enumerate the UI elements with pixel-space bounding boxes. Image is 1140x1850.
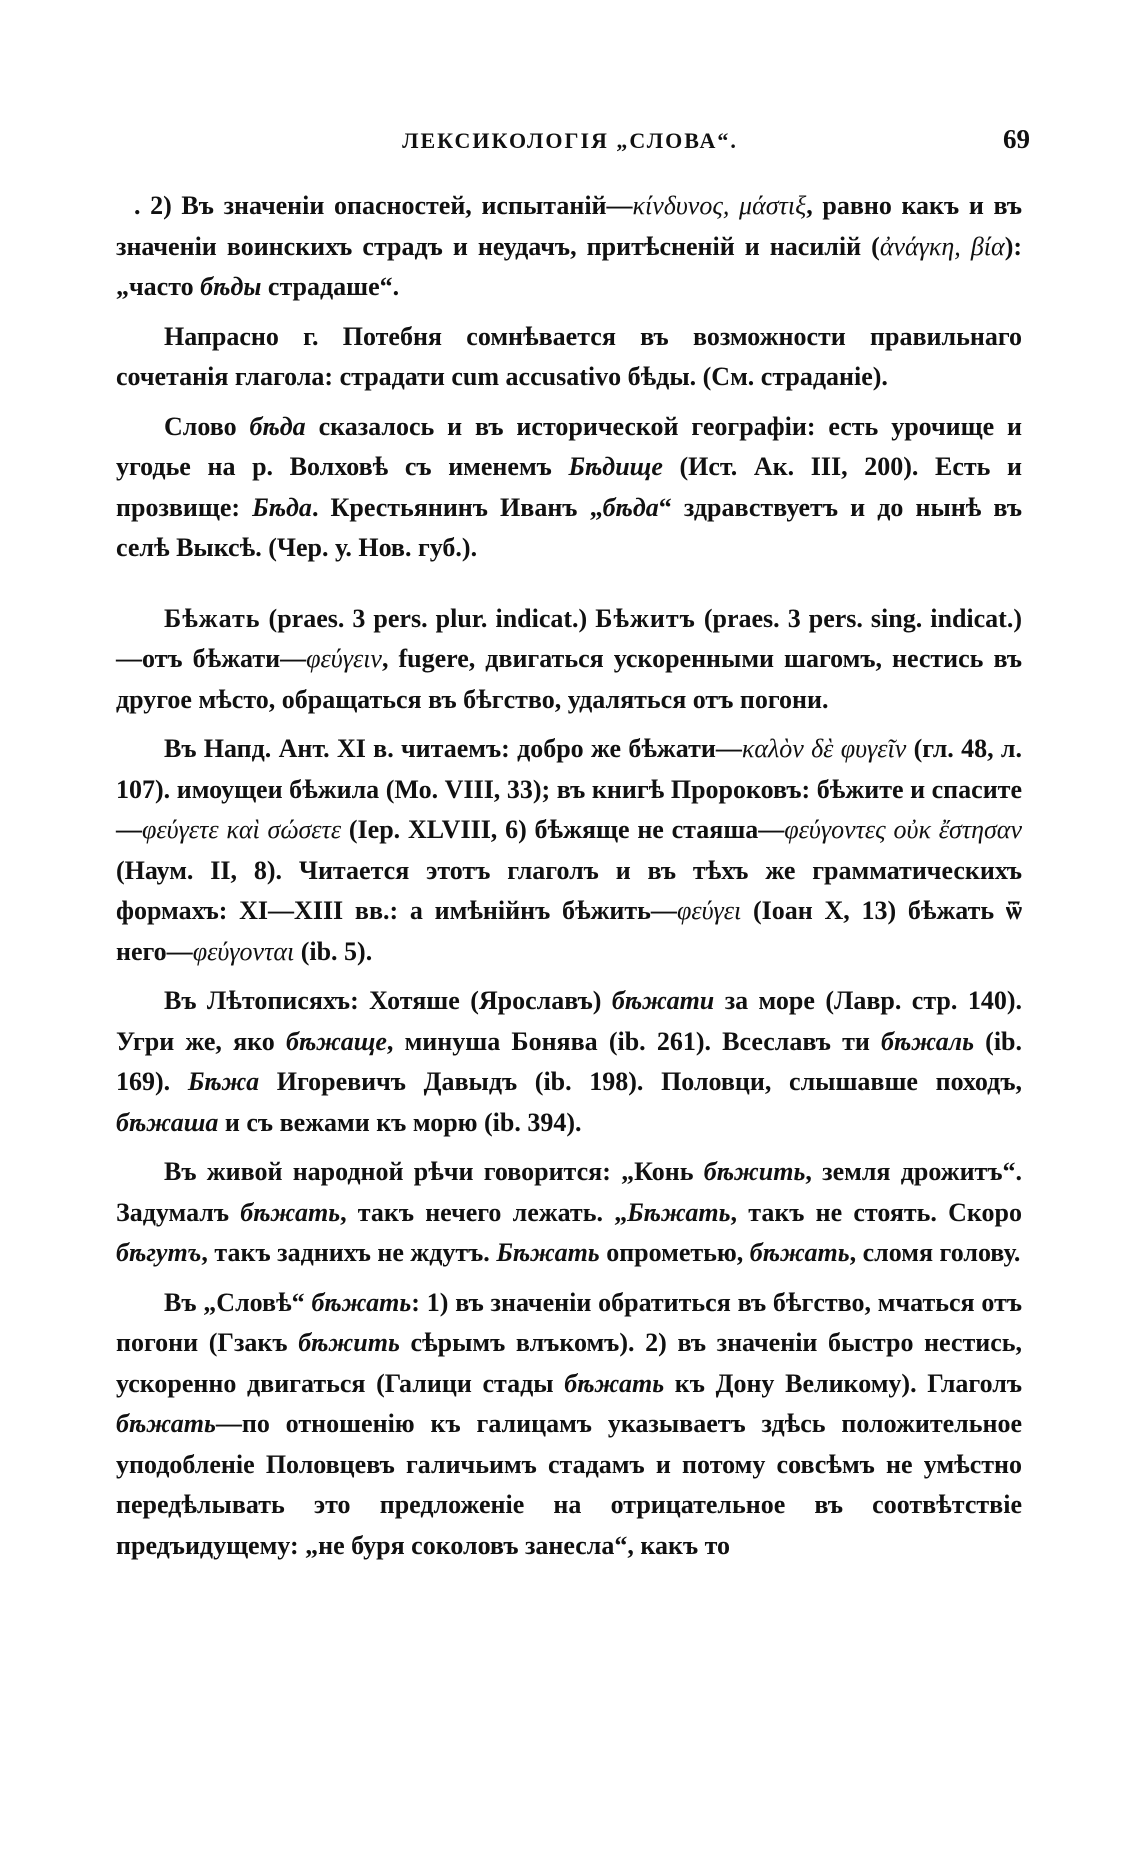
text-run: , сломя голову. <box>849 1238 1021 1267</box>
dictionary-entry <box>116 599 1022 721</box>
page-number: 69 <box>1003 124 1030 154</box>
text-run: опрометью, <box>599 1238 750 1267</box>
text-run: Напрасно г. Потебня сомнѣвается въ возможности правильнаго сочетанія глагола: страдати cum accusativo бѣды. (См. страданіе). <box>116 321 1022 391</box>
text-run: сказалось и въ исторической географіи: есть урочище и угодье на р. Волховѣ съ именемъ <box>116 411 1022 481</box>
greek-text: φεύγειν <box>306 644 382 673</box>
running-title: ЛЕКСИКОЛОГІЯ „СЛОВА“. <box>402 128 738 153</box>
text-run: (Наум. II, 8). Читается этотъ глаголъ и въ тѣхъ же грамматическихъ формахъ: XI—XIII вв.: а имѣнiйнъ бѣжить— <box>116 855 1022 925</box>
italic-text: бѣгутъ <box>116 1238 202 1267</box>
text-run: , такъ нечего лежать. „ <box>340 1197 628 1227</box>
page-body <box>116 186 1022 1575</box>
text-run: страдаше“. <box>261 272 400 301</box>
italic-text: бѣжать <box>311 1287 412 1317</box>
text-run: . 2) Въ значеніи опасностей, испытаній— <box>134 191 633 220</box>
paragraph <box>116 186 1022 308</box>
italic-text: бѣды <box>200 272 262 301</box>
greek-text: φεύγετε καὶ σώσετε <box>142 815 342 844</box>
text-run: (Іер. XLVIII, 6) бѣжяще не стаяша— <box>341 815 785 844</box>
text-run: (praes. 3 pers. sing. indicat.)—отъ бѣжати— <box>116 603 1022 673</box>
text-run: Въ Лѣтописяхъ: Хотяше (Ярославъ) <box>164 986 612 1015</box>
text-run: , равно какъ и въ значеніи воинскихъ страдъ и неудачъ, притѣсненій и насилій ( <box>116 191 1023 261</box>
page-header <box>110 124 1030 168</box>
paragraph <box>116 317 1022 398</box>
headword: Бѣжитъ <box>595 603 696 633</box>
greek-text: καλὸν δὲ φυγεῖν <box>741 734 907 763</box>
text-run: “ здравствуетъ и до нынѣ въ селѣ Выксѣ. (Чер. у. Нов. губ.). <box>116 492 1022 562</box>
italic-text: бѣжаль <box>881 1026 974 1056</box>
text-run: ): „часто <box>116 231 1023 301</box>
headword: Бѣжать <box>164 603 261 633</box>
text-run: —по отношенію къ галицамъ указываетъ здѣсь положительное уподобленіе Половцевъ галичьимъ стадамъ и потому совсѣмъ не умѣстно передѣлывать это предложеніе на отрицательное въ соотвѣтствіе предъидущему: „не буря соколовъ занесла“, какъ то <box>116 1409 1022 1560</box>
italic-text: бѣда <box>249 411 306 441</box>
text-run: за море (Лавр. стр. 140). Угри же, яко <box>116 986 1022 1056</box>
italic-text: бѣжить <box>298 1328 400 1357</box>
italic-text: Бѣжа <box>187 1067 260 1096</box>
italic-text: бѣжать <box>564 1368 665 1398</box>
italic-text: бѣжать <box>749 1238 850 1267</box>
paragraph <box>116 1283 1022 1567</box>
italic-text: бѣжать <box>240 1197 341 1227</box>
text-run: , земля дрожитъ“. Задумалъ <box>116 1157 1022 1227</box>
text-run: , такъ не стоять. Скоро <box>730 1197 1022 1227</box>
paragraph <box>116 729 1022 972</box>
italic-text: бѣжить <box>703 1157 806 1186</box>
text-run: (Ист. Ак. III, 200). Есть и прозвище: <box>116 452 1023 522</box>
text-run: (ib. 169). <box>116 1026 1023 1096</box>
text-run: (Іоан X, 13) бѣжать ѿ него— <box>116 896 1022 966</box>
text-run: (ib. 5). <box>294 936 373 966</box>
greek-text: ἀνάγκη, βία <box>879 231 1005 261</box>
text-run: , минуша Бонява (ib. 261). Всеславъ ти <box>386 1026 882 1056</box>
text-run: сѣрымъ влъкомъ). 2) въ значеніи быстро нестись, ускоренно двигаться (Галици стады <box>116 1328 1023 1398</box>
italic-text: бѣжаще <box>285 1026 387 1056</box>
text-run: , fugere, двигаться ускоренными шагомъ, нестись въ другое мѣсто, обращаться въ бѣгство, удаляться отъ погони. <box>116 644 1022 714</box>
text-run: (praes. 3 pers. plur. indicat.) <box>260 603 596 633</box>
text-run: (гл. 48, л. 107). имоущеи бѣжила (Мо. VIII, 33); въ книгѣ Пророковъ: бѣжите и спасите— <box>116 734 1022 844</box>
text-run: къ Дону Великому). Глаголъ <box>664 1368 1022 1398</box>
paragraph <box>116 1152 1022 1274</box>
text-run: . Крестьянинъ Иванъ „ <box>311 492 603 522</box>
italic-text: бѣда <box>602 492 659 522</box>
text-run: Въ Напд. Ант. XI в. читаемъ: добро же бѣжати— <box>164 734 742 763</box>
italic-text: бѣжати <box>611 986 715 1015</box>
text-run: , такъ заднихъ не ждутъ. <box>201 1238 497 1267</box>
paragraph <box>116 981 1022 1143</box>
italic-text: Бѣжать <box>496 1238 600 1267</box>
greek-text: κίνδυνος, μάστιξ <box>632 191 807 220</box>
italic-text: Бѣда <box>252 492 312 522</box>
greek-text: φεύγει <box>676 896 742 925</box>
text-run: и съ вежами къ морю (ib. 394). <box>218 1107 582 1137</box>
greek-text: φεύγοντες οὐκ ἔστησαν <box>784 815 1022 844</box>
text-run: : 1) въ значеніи обратиться въ бѣгство, мчаться отъ погони (Гзакъ <box>116 1287 1023 1357</box>
text-run: Игоревичъ Давыдъ (ib. 198). Половци, слышавше походъ, <box>259 1067 1022 1096</box>
italic-text: бѣжать <box>116 1409 216 1438</box>
italic-text: бѣжаша <box>116 1107 219 1137</box>
paragraph <box>116 407 1022 569</box>
text-run: Слово <box>164 411 250 441</box>
text-run: Въ живой народной рѣчи говорится: „Конь <box>164 1157 704 1186</box>
text-run: Въ „Словѣ“ <box>164 1287 312 1317</box>
italic-text: Бѣдище <box>568 452 663 481</box>
greek-text: φεύγονται <box>192 936 295 966</box>
italic-text: Бѣжать <box>627 1197 731 1227</box>
